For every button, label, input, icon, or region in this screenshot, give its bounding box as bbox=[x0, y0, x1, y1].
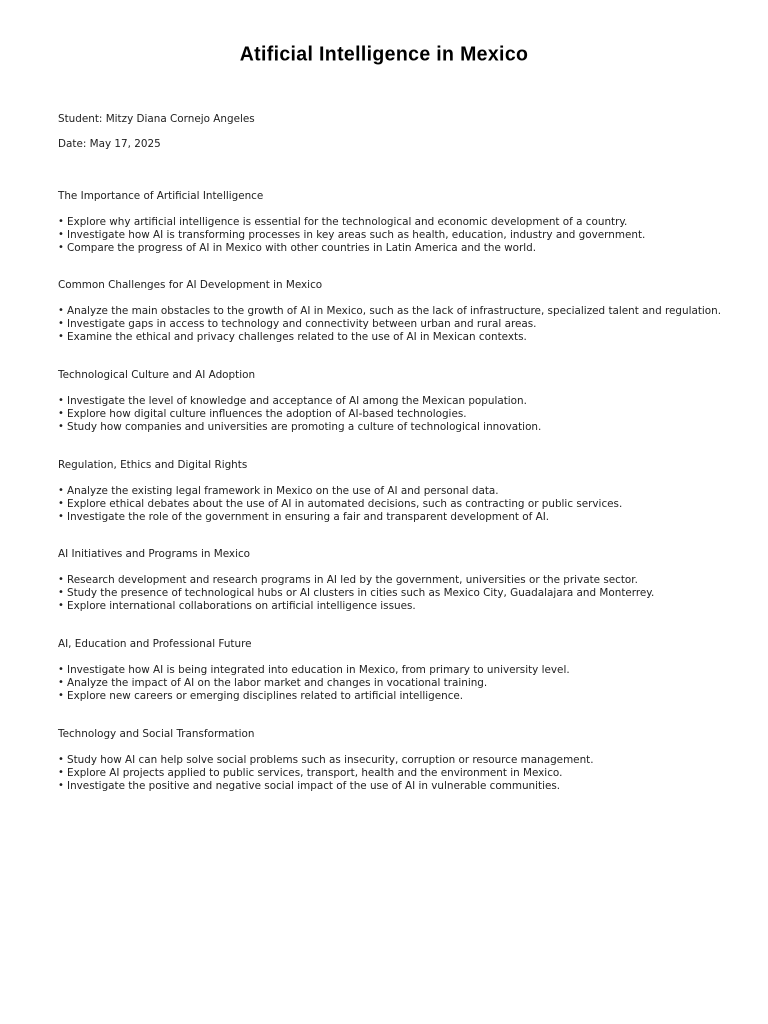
bullet-list bbox=[58, 754, 718, 792]
bullet-item: • Explore ethical debates about the use of AI in automated decisions, such as contracting or public services. bbox=[58, 498, 718, 511]
section-heading: AI Initiatives and Programs in Mexico bbox=[58, 548, 251, 560]
section-social bbox=[58, 728, 718, 792]
section-heading: Regulation, Ethics and Digital Rights bbox=[58, 459, 248, 471]
bullet-item: • Study how companies and universities are promoting a culture of technological innovation. bbox=[58, 421, 718, 434]
section-heading: The Importance of Artificial Intelligence bbox=[58, 190, 264, 202]
bullet-item: • Study the presence of technological hubs or AI clusters in cities such as Mexico City, Guadalajara and Monterrey. bbox=[58, 587, 718, 600]
section-regulation bbox=[58, 459, 718, 523]
section-heading: Technology and Social Transformation bbox=[58, 728, 255, 740]
bullet-item: • Investigate how AI is being integrated into education in Mexico, from primary to university level. bbox=[58, 664, 718, 677]
section-education bbox=[58, 638, 718, 702]
bullet-item: • Investigate the level of knowledge and acceptance of AI among the Mexican population. bbox=[58, 395, 718, 408]
bullet-item: • Research development and research programs in AI led by the government, universities or the private sector. bbox=[58, 574, 718, 587]
bullet-list bbox=[58, 664, 718, 702]
section-initiatives bbox=[58, 548, 718, 612]
bullet-item: • Explore AI projects applied to public services, transport, health and the environment in Mexico. bbox=[58, 767, 718, 780]
bullet-list bbox=[58, 305, 722, 343]
bullet-item: • Investigate how AI is transforming processes in key areas such as health, education, industry and government. bbox=[58, 229, 718, 242]
bullet-list bbox=[58, 574, 718, 612]
bullet-item: • Investigate the positive and negative social impact of the use of AI in vulnerable communities. bbox=[58, 780, 718, 793]
bullet-item: • Investigate gaps in access to technology and connectivity between urban and rural areas. bbox=[58, 318, 718, 331]
bullet-list bbox=[58, 395, 718, 433]
bullet-item: • Compare the progress of AI in Mexico with other countries in Latin America and the world. bbox=[58, 242, 718, 255]
bullet-item: • Analyze the existing legal framework in Mexico on the use of AI and personal data. bbox=[58, 485, 718, 498]
section-culture bbox=[58, 369, 718, 433]
bullet-item: • Analyze the impact of AI on the labor market and changes in vocational training. bbox=[58, 677, 718, 690]
bullet-item: • Study how AI can help solve social problems such as insecurity, corruption or resource management. bbox=[58, 754, 718, 767]
document-title: Atificial Intelligence in Mexico bbox=[239, 42, 529, 66]
student-line: Student: Mitzy Diana Cornejo Angeles bbox=[58, 113, 255, 125]
date-line: Date: May 17, 2025 bbox=[58, 138, 161, 150]
bullet-item: • Explore international collaborations on artificial intelligence issues. bbox=[58, 600, 718, 613]
section-heading: AI, Education and Professional Future bbox=[58, 638, 252, 650]
section-challenges bbox=[58, 279, 722, 343]
bullet-item: • Explore why artificial intelligence is essential for the technological and economic development of a country. bbox=[58, 216, 718, 229]
bullet-item: • Investigate the role of the government in ensuring a fair and transparent development of AI. bbox=[58, 511, 718, 524]
bullet-item: • Explore new careers or emerging disciplines related to artificial intelligence. bbox=[58, 690, 718, 703]
section-heading: Technological Culture and AI Adoption bbox=[58, 369, 256, 381]
bullet-list bbox=[58, 216, 718, 254]
bullet-item: • Analyze the main obstacles to the growth of AI in Mexico, such as the lack of infrastructure, specialized talent and regulation. bbox=[58, 305, 718, 318]
bullet-item: • Explore how digital culture influences the adoption of AI-based technologies. bbox=[58, 408, 718, 421]
section-heading: Common Challenges for AI Development in Mexico bbox=[58, 279, 323, 291]
section-importance bbox=[58, 190, 718, 254]
bullet-item: • Examine the ethical and privacy challenges related to the use of AI in Mexican contexts. bbox=[58, 331, 718, 344]
bullet-list bbox=[58, 485, 718, 523]
